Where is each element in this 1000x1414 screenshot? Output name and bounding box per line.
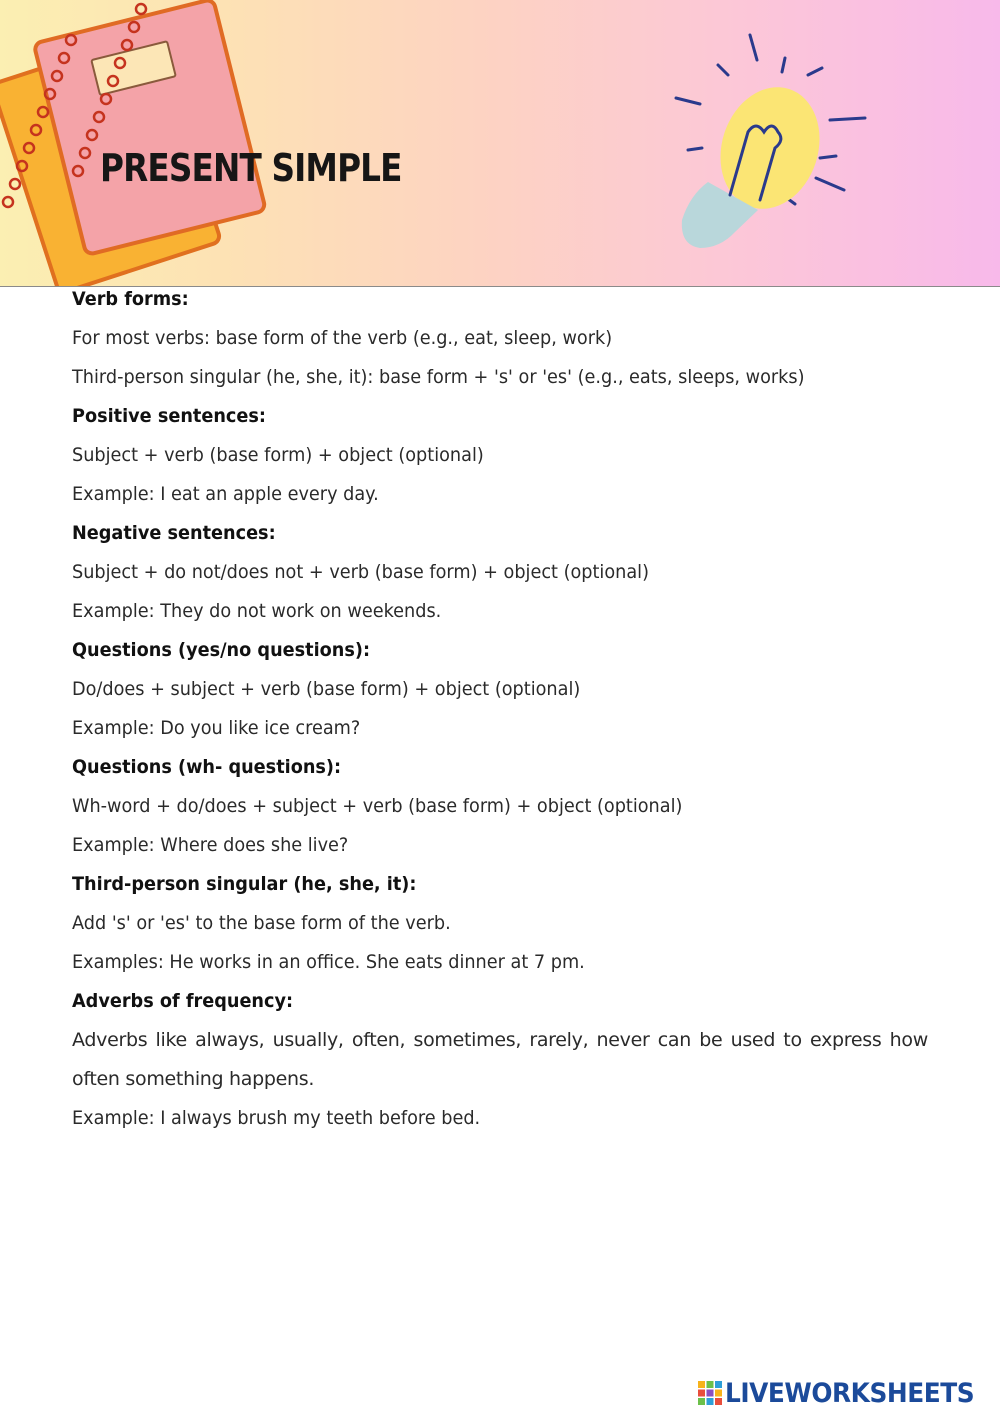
body-text-line: Wh-word + do/does + subject + verb (base form) + object (optional): [72, 795, 683, 817]
header-banner: [0, 0, 1000, 287]
body-text-line: Third-person singular (he, she, it): base form + 's' or 'es' (e.g., eats, sleeps, works): [72, 366, 805, 388]
body-text-line: Example: Where does she live?: [72, 834, 349, 856]
body-text-line: Add 's' or 'es' to the base form of the verb.: [72, 912, 451, 934]
liveworksheets-logo[interactable]: [698, 1376, 996, 1410]
section-heading: Questions (wh- questions):: [72, 756, 342, 778]
body-text-line: Example: I eat an apple every day.: [72, 483, 379, 505]
liveworksheets-logo-icon: [698, 1381, 722, 1405]
body-text-line: Example: I always brush my teeth before bed.: [72, 1107, 481, 1129]
body-text-line: Examples: He works in an office. She eats dinner at 7 pm.: [72, 951, 585, 973]
logo-wordmark: LIVEWORKSHEETS: [725, 1377, 975, 1409]
paragraph-text: Adverbs like always, usually, often, sometimes, rarely, never can be used to express how often something happens.: [72, 1029, 928, 1090]
section-heading: Negative sentences:: [72, 522, 276, 544]
body-text-line: Do/does + subject + verb (base form) + object (optional): [72, 678, 581, 700]
section-heading: Questions (yes/no questions):: [72, 639, 371, 661]
body-text-line: Subject + do not/does not + verb (base form) + object (optional): [72, 561, 649, 583]
section-heading: Third-person singular (he, she, it):: [72, 873, 417, 895]
body-text-line: Example: Do you like ice cream?: [72, 717, 361, 739]
section-heading: Adverbs of frequency:: [72, 990, 294, 1012]
body-text-line: Example: They do not work on weekends.: [72, 600, 442, 622]
grammar-notes: [72, 280, 928, 1138]
body-text-line: For most verbs: base form of the verb (e.g., eat, sleep, work): [72, 327, 613, 349]
notebooks-icon: [0, 0, 300, 287]
body-text-line: Subject + verb (base form) + object (optional): [72, 444, 484, 466]
lightbulb-icon: [660, 20, 880, 270]
section-heading: Verb forms:: [72, 288, 189, 310]
page-title: PRESENT SIMPLE: [100, 146, 402, 190]
section-heading: Positive sentences:: [72, 405, 266, 427]
